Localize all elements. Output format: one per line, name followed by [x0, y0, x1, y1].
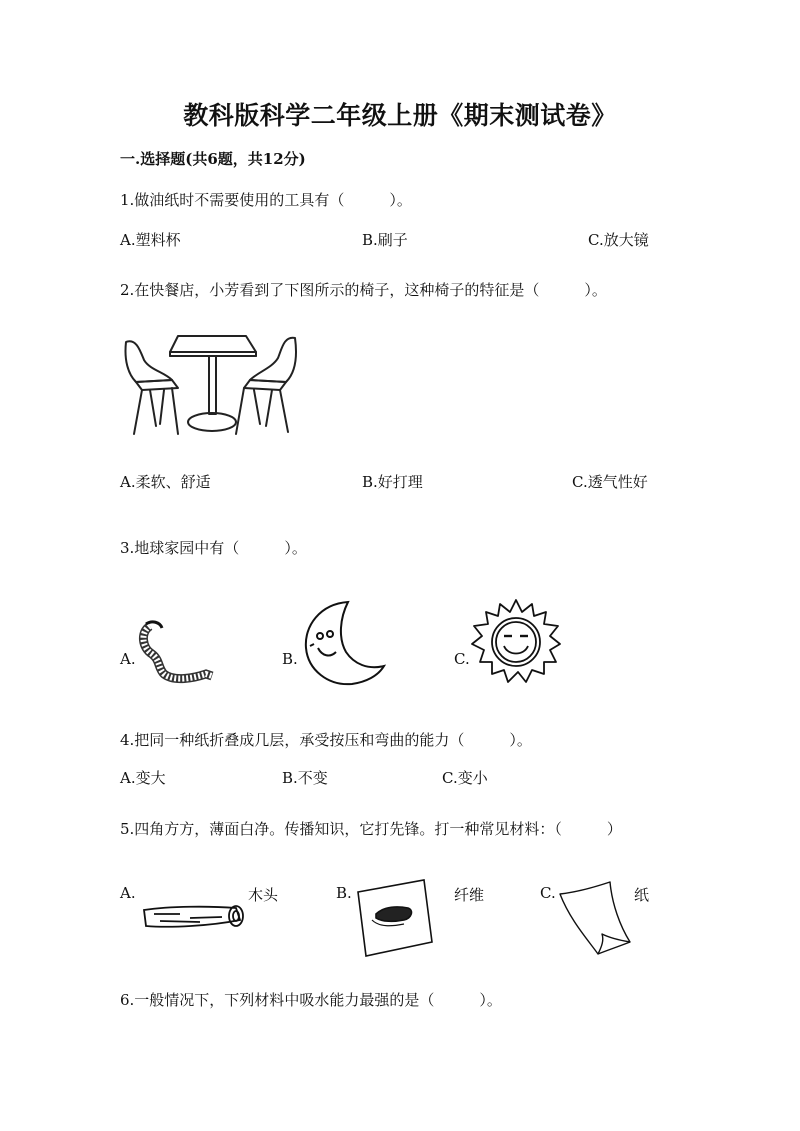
question-4-option-c: C.变小	[442, 769, 488, 787]
question-2-option-c: C.透气性好	[572, 473, 648, 491]
question-5-stem: 5.四角方方，薄面白净。传播知识，它打先锋。打一种常见材料：（ ）	[120, 820, 622, 838]
question-4-option-a: A.变大	[120, 769, 166, 787]
question-6-stem: 6.一般情况下，下列材料中吸水能力最强的是（ ）。	[120, 991, 502, 1009]
question-5-option-b: B.	[336, 884, 352, 902]
question-3-option-a: A.	[120, 650, 136, 668]
section-heading: 一.选择题(共6题，共12分)	[120, 150, 306, 168]
question-2-option-a: A.柔软、舒适	[120, 473, 211, 491]
question-1-option-a: A.塑料杯	[120, 231, 181, 249]
question-5-option-c-word: 纸	[634, 886, 650, 904]
log-icon	[140, 902, 246, 932]
question-5-option-c: C.	[540, 884, 556, 902]
question-1-option-b: B.刷子	[362, 231, 408, 249]
question-5-option-a: A.	[120, 884, 136, 902]
question-3-stem: 3.地球家园中有（ ）。	[120, 539, 307, 557]
question-2-stem: 2.在快餐店，小芳看到了下图所示的椅子，这种椅子的特征是（ ）。	[120, 281, 607, 299]
question-1-option-c: C.放大镜	[588, 231, 649, 249]
table-chairs-icon	[120, 330, 305, 438]
paper-sheet-icon	[558, 880, 632, 956]
question-1-stem: 1.做油纸时不需要使用的工具有（ ）。	[120, 191, 412, 209]
question-4-option-b: B.不变	[282, 769, 328, 787]
sun-icon	[470, 598, 562, 686]
question-3-option-b: B.	[282, 650, 298, 668]
crescent-moon-icon	[300, 598, 390, 688]
question-5-option-a-word: 木头	[248, 886, 279, 904]
fiber-icon	[354, 878, 434, 958]
question-3-option-c: C.	[454, 650, 470, 668]
question-4-stem: 4.把同一种纸折叠成几层，承受按压和弯曲的能力（ ）。	[120, 731, 532, 749]
page-title: 教科版科学二年级上册《期末测试卷》	[183, 101, 617, 130]
question-5-option-b-word: 纤维	[454, 886, 485, 904]
question-2-option-b: B.好打理	[362, 473, 423, 491]
earthworm-icon	[138, 618, 214, 684]
